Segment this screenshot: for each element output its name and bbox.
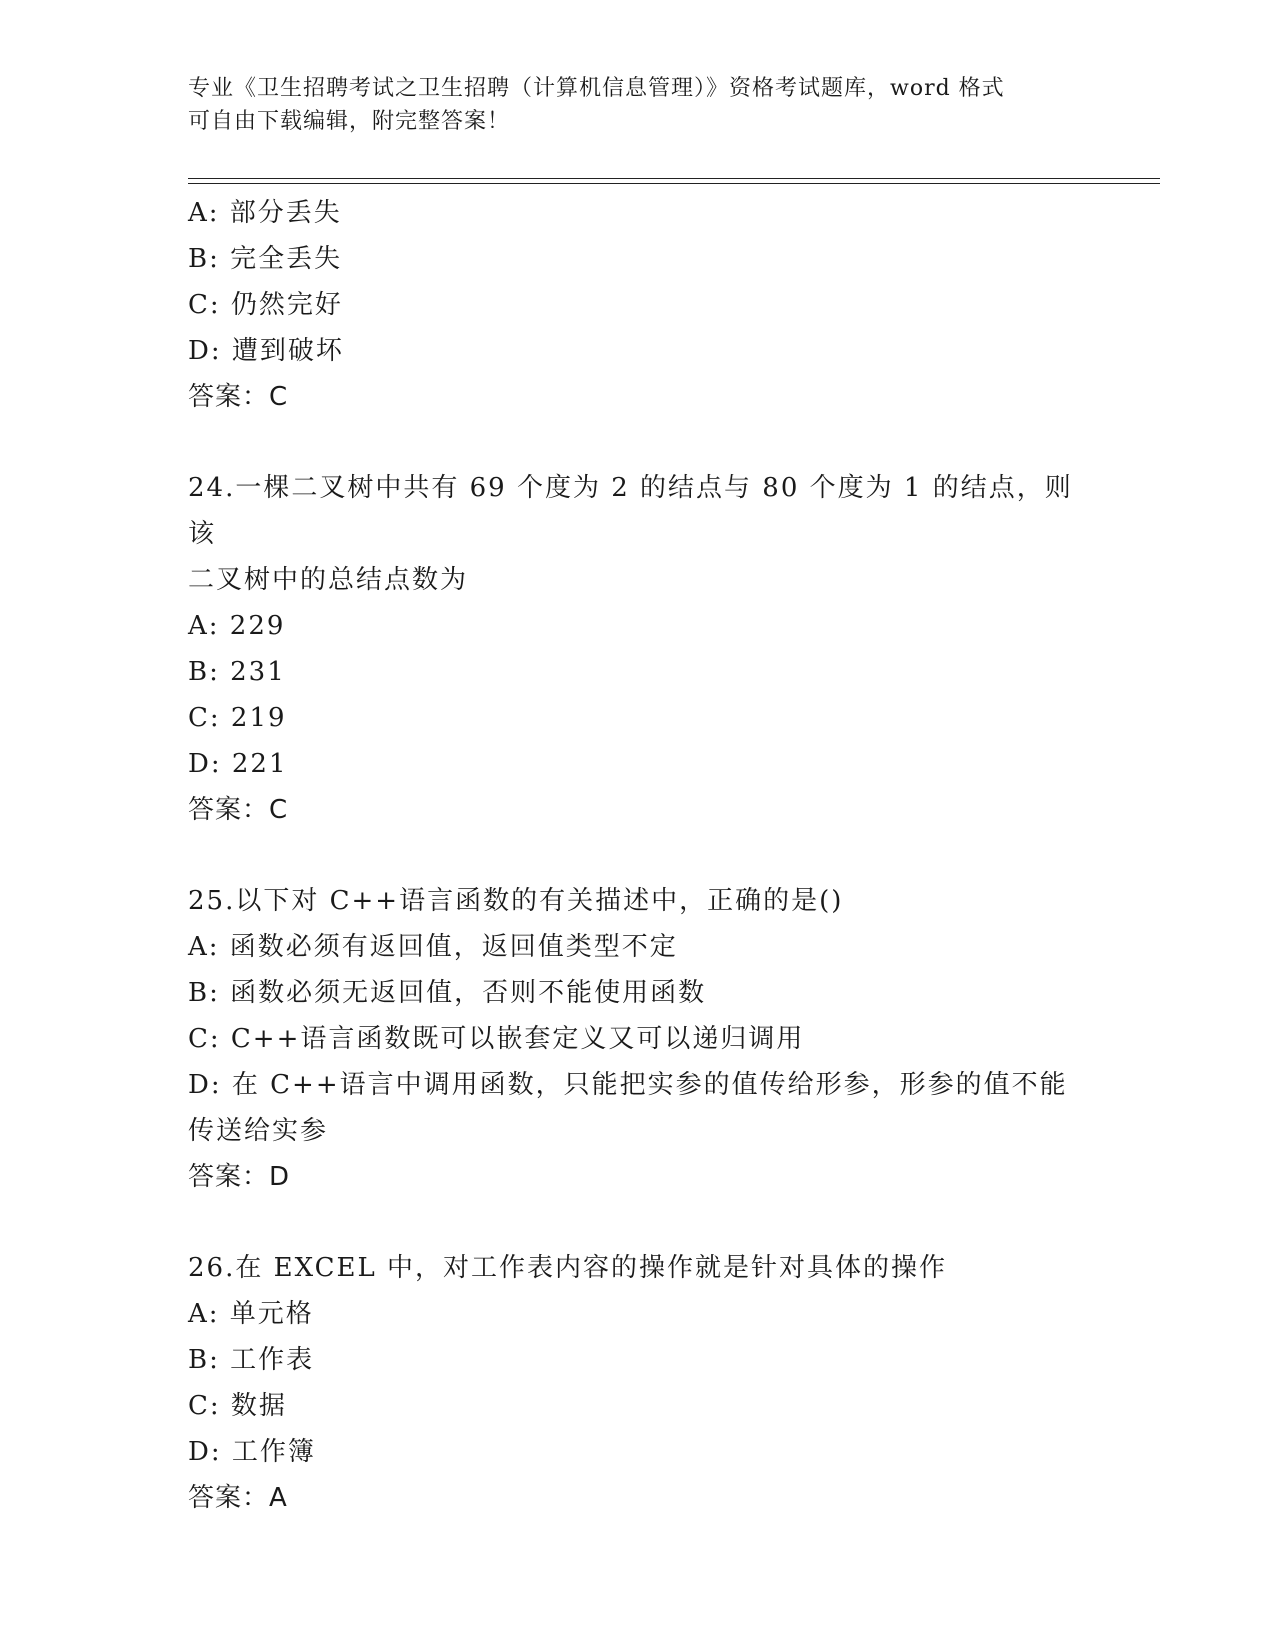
- option-d-cont: 传送给实参: [188, 1116, 329, 1146]
- option-c: C: 数据: [188, 1391, 287, 1421]
- question-stem-cont: 二叉树中的总结点数为: [188, 565, 469, 595]
- option-d: D: 工作簿: [188, 1437, 316, 1467]
- question-stem: 24.一棵二叉树中共有 69 个度为 2 的结点与 80 个度为 1 的结点，则该: [188, 473, 1073, 549]
- answer-line: 答案：C: [188, 382, 289, 412]
- question-stem: 26.在 EXCEL 中，对工作表内容的操作就是针对具体的操作: [188, 1253, 948, 1283]
- option-a: A: 部分丢失: [188, 198, 342, 228]
- question-25: [188, 878, 1088, 1200]
- question-list: [188, 190, 1088, 1521]
- answer-line: 答案：D: [188, 1162, 291, 1192]
- header-line-2: 可自由下载编辑，附完整答案！: [188, 109, 511, 134]
- option-b: B: 函数必须无返回值，否则不能使用函数: [188, 978, 707, 1008]
- question-24: [188, 465, 1088, 833]
- question-26: [188, 1245, 1088, 1521]
- answer-line: 答案：A: [188, 1483, 288, 1513]
- document-header: [188, 72, 1078, 138]
- option-c: C: C++语言函数既可以嵌套定义又可以递归调用: [188, 1024, 805, 1054]
- header-line-1: 专业《卫生招聘考试之卫生招聘（计算机信息管理）》资格考试题库，word 格式: [188, 76, 1005, 101]
- option-d: D: 221: [188, 749, 288, 779]
- header-rule-top: [188, 178, 1160, 179]
- option-d: D: 在 C++语言中调用函数，只能把实参的值传给形参，形参的值不能: [188, 1070, 1068, 1100]
- question-stem: 25.以下对 C++语言函数的有关描述中，正确的是(): [188, 886, 844, 916]
- header-rule-bottom: [188, 183, 1160, 184]
- option-a: A: 单元格: [188, 1299, 314, 1329]
- answer-line: 答案：C: [188, 795, 289, 825]
- question-23: [188, 190, 1088, 420]
- option-d: D: 遭到破坏: [188, 336, 344, 366]
- option-a: A: 函数必须有返回值，返回值类型不定: [188, 932, 678, 962]
- option-c: C: 仍然完好: [188, 290, 343, 320]
- option-a: A: 229: [188, 611, 286, 641]
- option-b: B: 完全丢失: [188, 244, 343, 274]
- option-b: B: 231: [188, 657, 286, 687]
- option-c: C: 219: [188, 703, 287, 733]
- option-b: B: 工作表: [188, 1345, 315, 1375]
